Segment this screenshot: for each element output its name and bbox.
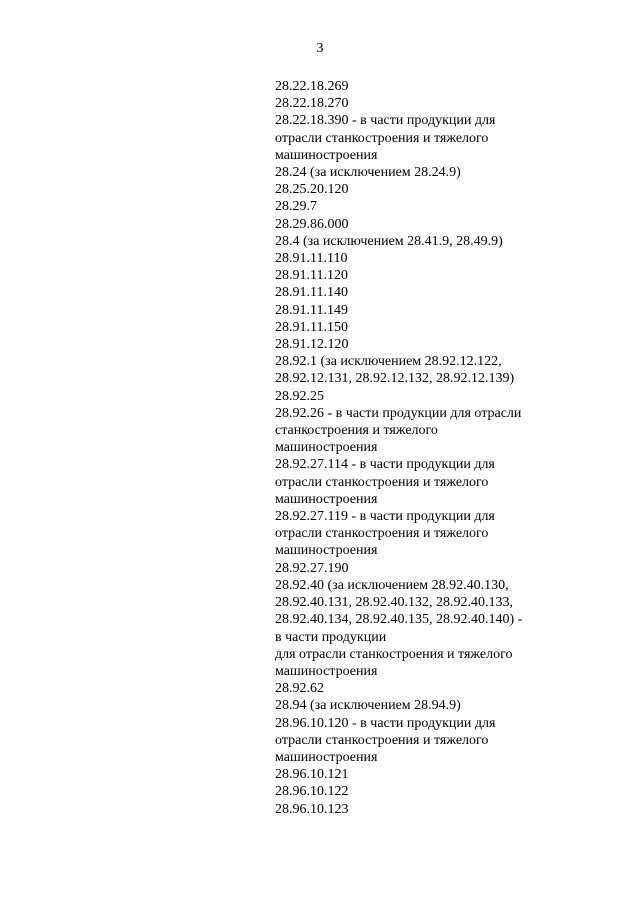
list-line: отрасли станкостроения и тяжелого (275, 130, 489, 146)
list-line: машиностроения (275, 491, 378, 507)
list-line: 28.22.18.269 (275, 79, 349, 94)
list-line: 28.91.11.150 (275, 319, 348, 335)
list-line: 28.92.12.131, 28.92.12.132, 28.92.12.139) (275, 371, 515, 387)
list-line: 28.92.40.131, 28.92.40.132, 28.92.40.133, (275, 595, 513, 611)
list-line: 28.22.18.390 - в части продукции для (275, 113, 496, 129)
list-line: 28.96.10.121 (275, 767, 349, 783)
list-line: отрасли станкостроения и тяжелого (275, 732, 489, 748)
list-line: 28.96.10.120 - в части продукции для (275, 715, 496, 731)
list-line: 28.91.11.149 (275, 302, 348, 318)
list-line: 28.29.7 (275, 199, 317, 215)
list-line: для отрасли станкостроения и тяжелого (275, 646, 513, 662)
list-line: 28.24 (за исключением 28.24.9) (275, 165, 461, 181)
list-line: 28.91.11.140 (275, 285, 348, 301)
list-line: 28.91.11.120 (275, 268, 348, 284)
list-line: машиностроения (275, 663, 378, 679)
list-line: машиностроения (275, 749, 378, 765)
list-line: машиностроения (275, 147, 378, 163)
list-line: в части продукции (275, 629, 387, 645)
list-line: 28.94 (за исключением 28.94.9) (275, 698, 461, 714)
list-line: 28.96.10.123 (275, 801, 349, 817)
list-line: 28.91.11.110 (275, 251, 348, 267)
list-line: 28.92.26 - в части продукции для отрасли (275, 405, 522, 421)
list-line: 28.4 (за исключением 28.41.9, 28.49.9) (275, 233, 503, 249)
list-line: 28.22.18.270 (275, 96, 349, 112)
list-line: отрасли станкостроения и тяжелого (275, 526, 489, 542)
list-line: 28.92.40.134, 28.92.40.135, 28.92.40.140) - (275, 612, 523, 628)
list-line: 28.92.40 (за исключением 28.92.40.130, (275, 577, 509, 593)
list-line: машиностроения (275, 440, 378, 456)
list-line: 28.92.27.190 (275, 560, 349, 576)
list-line: 28.91.12.120 (275, 337, 349, 353)
list-line: 28.92.62 (275, 681, 324, 697)
list-line: 28.92.25 (275, 388, 324, 404)
list-line: 28.25.20.120 (275, 182, 349, 198)
list-line: 28.29.86.000 (275, 216, 349, 232)
list-line: машиностроения (275, 543, 378, 559)
okpd-code-list (275, 78, 575, 818)
list-line: 28.92.27.119 - в части продукции для (275, 509, 495, 525)
list-line: 28.92.27.114 - в части продукции для (275, 457, 495, 473)
list-line: 28.96.10.122 (275, 784, 349, 800)
list-line: 28.92.1 (за исключением 28.92.12.122, (275, 354, 502, 370)
page-number: 3 (316, 41, 324, 56)
list-line: отрасли станкостроения и тяжелого (275, 474, 489, 490)
list-line: станкостроения и тяжелого (275, 423, 438, 439)
